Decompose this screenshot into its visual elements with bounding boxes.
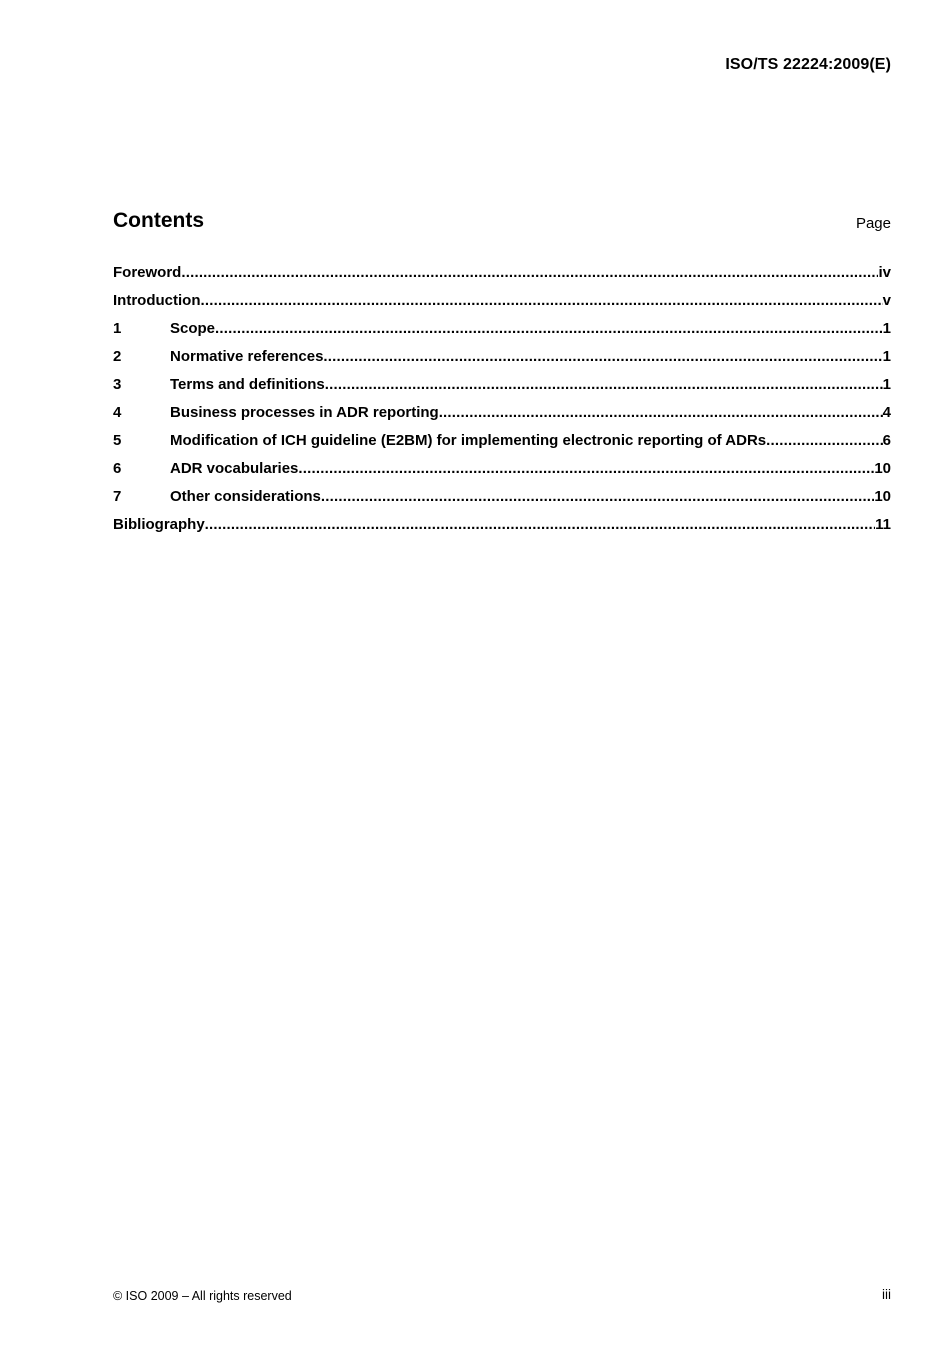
toc-dot-leader	[325, 376, 883, 393]
toc-entry-number: 1	[113, 320, 122, 337]
toc-entry-page: v	[882, 292, 891, 309]
toc-entry-page: 11	[875, 516, 891, 533]
toc-entry-number: 4	[113, 404, 122, 421]
toc-dot-leader	[439, 404, 883, 421]
toc-entry-page: 1	[882, 376, 891, 393]
toc-dot-leader	[205, 516, 875, 533]
toc-dot-leader	[323, 348, 882, 365]
toc-entry-page: 10	[874, 460, 891, 477]
toc-entry-title: Modification of ICH guideline (E2BM) for implementing electronic reporting of ADRs	[170, 432, 767, 449]
table-of-contents	[113, 264, 891, 544]
toc-entry-title: Terms and definitions	[170, 376, 325, 393]
toc-entry-page: 6	[882, 432, 891, 449]
toc-dot-leader	[215, 320, 883, 337]
copyright-notice: © ISO 2009 – All rights reserved	[113, 1289, 292, 1303]
toc-entry-number: 3	[113, 376, 122, 393]
toc-entry-page: 10	[874, 488, 891, 505]
toc-entry-introduction[interactable]	[113, 292, 891, 320]
toc-dot-leader	[321, 488, 874, 505]
toc-dot-leader	[298, 460, 874, 477]
toc-dot-leader	[181, 264, 878, 281]
toc-entry-modification-of-ich-guideline[interactable]	[113, 432, 891, 460]
document-id: ISO/TS 22224:2009(E)	[725, 56, 891, 73]
toc-entry-foreword[interactable]	[113, 264, 891, 292]
toc-entry-business-processes[interactable]	[113, 404, 891, 432]
toc-entry-number: 6	[113, 460, 122, 477]
toc-entry-terms-and-definitions[interactable]	[113, 376, 891, 404]
toc-entry-title: Other considerations	[170, 488, 321, 505]
page-column-label: Page	[855, 215, 891, 232]
toc-dot-leader	[200, 292, 882, 309]
toc-entry-title: ADR vocabularies	[170, 460, 299, 477]
toc-entry-title: Introduction	[113, 292, 201, 309]
toc-entry-number: 2	[113, 348, 122, 365]
toc-entry-title: Bibliography	[113, 516, 205, 533]
toc-entry-page: 1	[882, 348, 891, 365]
toc-entry-title: Normative references	[170, 348, 324, 365]
toc-entry-bibliography[interactable]	[113, 516, 891, 544]
contents-heading: Contents	[113, 209, 204, 232]
toc-entry-title: Business processes in ADR reporting	[170, 404, 439, 421]
toc-entry-number: 5	[113, 432, 122, 449]
toc-entry-normative-references[interactable]	[113, 348, 891, 376]
toc-entry-number: 7	[113, 488, 122, 505]
toc-entry-scope[interactable]	[113, 320, 891, 348]
toc-entry-adr-vocabularies[interactable]	[113, 460, 891, 488]
toc-dot-leader	[766, 432, 883, 449]
toc-entry-title: Scope	[170, 320, 216, 337]
toc-entry-page: 1	[882, 320, 891, 337]
toc-entry-page: iv	[878, 264, 891, 281]
page-number: iii	[882, 1287, 891, 1302]
toc-entry-title: Foreword	[113, 264, 182, 281]
toc-entry-page: 4	[882, 404, 891, 421]
toc-entry-other-considerations[interactable]	[113, 488, 891, 516]
